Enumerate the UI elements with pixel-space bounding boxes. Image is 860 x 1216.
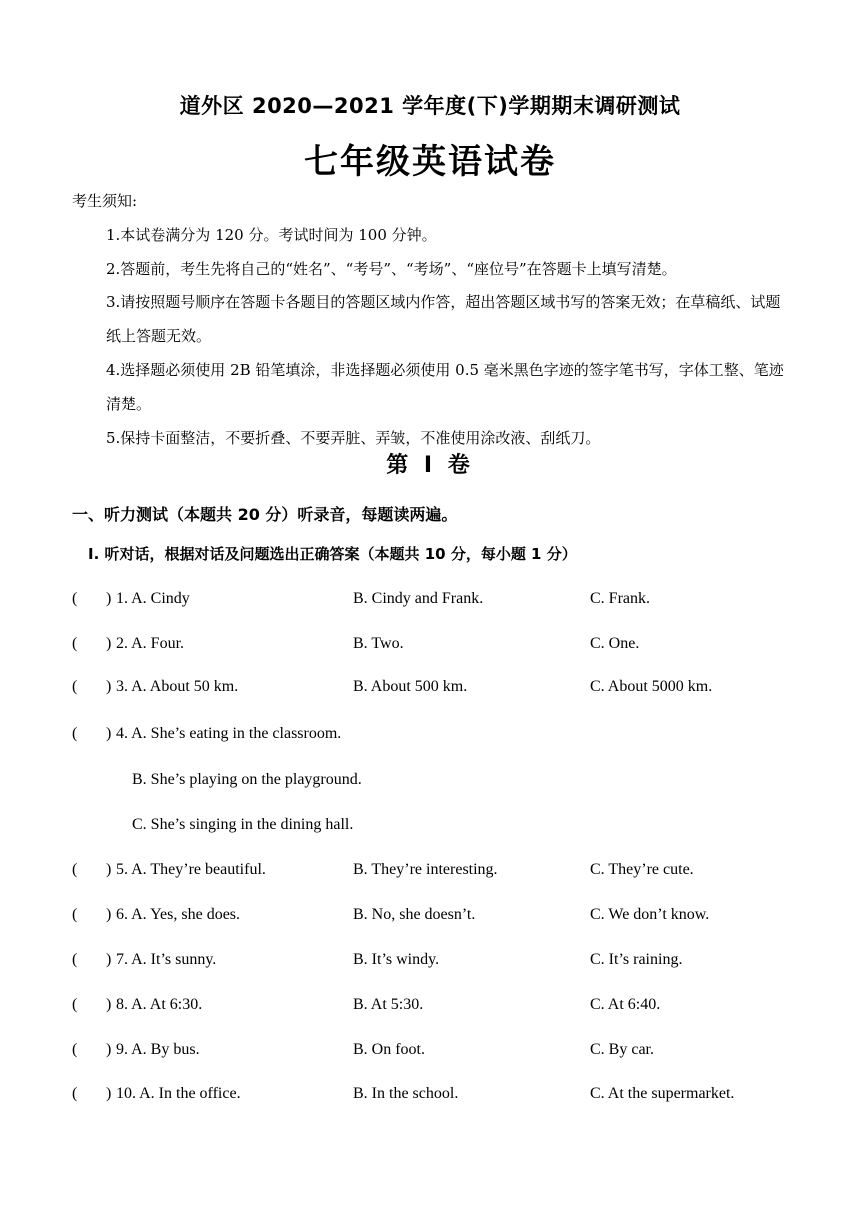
notice-item-4: 4.选择题必须使用 2B 铅笔填涂，非选择题必须使用 0.5 毫米黑色字迹的签字笔书写，字体工整、笔迹清楚。 — [106, 361, 784, 413]
question-1 — [72, 590, 792, 614]
question-8 — [72, 996, 792, 1020]
option-c: C. About 5000 km. — [590, 678, 713, 695]
option-c: C. It’s raining. — [590, 951, 683, 968]
notice-heading: 考生须知: — [72, 192, 138, 210]
option-b: B. They’re interesting. — [353, 861, 498, 878]
question-6 — [72, 906, 792, 930]
option-a: 6. A. Yes, she does. — [116, 906, 241, 923]
option-b: B. At 5:30. — [353, 996, 424, 1013]
option-a: 2. A. Four. — [116, 635, 185, 652]
option-c: C. Frank. — [590, 590, 650, 607]
option-b: B. Cindy and Frank. — [353, 590, 484, 607]
question-4-option-b: B. She’s playing on the playground. — [132, 771, 362, 788]
option-c: C. One. — [590, 635, 640, 652]
option-c: C. They’re cute. — [590, 861, 694, 878]
option-b: B. In the school. — [353, 1085, 459, 1102]
option-a: 10. A. In the office. — [116, 1085, 241, 1102]
sub-heading: I. 听对话，根据对话及问题选出正确答案（本题共 10 分，每小题 1 分） — [88, 545, 577, 563]
option-a: 3. A. About 50 km. — [116, 678, 239, 695]
option-c: C. At 6:40. — [590, 996, 661, 1013]
exam-subtitle: 道外区 2020—2021 学年度(下)学期期末调研测试 — [179, 94, 681, 118]
question-2 — [72, 635, 792, 659]
option-a: 7. A. It’s sunny. — [116, 951, 217, 968]
notice-item-3: 3.请按照题号顺序在答题卡各题目的答题区域内作答，超出答题区域书写的答案无效；在草稿纸、试题纸上答题无效。 — [106, 293, 781, 345]
option-c: C. At the supermarket. — [590, 1085, 735, 1102]
question-4-option-c: C. She’s singing in the dining hall. — [132, 816, 354, 833]
question-9 — [72, 1041, 792, 1065]
option-a: 5. A. They’re beautiful. — [116, 861, 266, 878]
option-a: 1. A. Cindy — [116, 590, 190, 607]
option-b: B. No, she doesn’t. — [353, 906, 476, 923]
option-a: 8. A. At 6:30. — [116, 996, 203, 1013]
question-5 — [72, 861, 792, 885]
option-c: C. We don’t know. — [590, 906, 710, 923]
question-3 — [72, 678, 792, 702]
question-4 — [72, 725, 792, 749]
option-b: B. It’s windy. — [353, 951, 440, 968]
notice-item-2: 2.答题前，考生先将自己的“姓名”、“考号”、“考场”、“座位号”在答题卡上填写清楚。 — [106, 260, 677, 278]
part-heading: 一、听力测试（本题共 20 分）听录音，每题读两遍。 — [72, 505, 458, 524]
exam-title: 七年级英语试卷 — [304, 142, 556, 182]
option-c: C. By car. — [590, 1041, 654, 1058]
notice-item-1: 1.本试卷满分为 120 分。考试时间为 100 分钟。 — [106, 226, 437, 244]
question-7 — [72, 951, 792, 975]
option-b: B. Two. — [353, 635, 404, 652]
option-a: 4. A. She’s eating in the classroom. — [116, 725, 342, 742]
option-b: B. About 500 km. — [353, 678, 468, 695]
option-b: B. On foot. — [353, 1041, 425, 1058]
section-title: 第 I 卷 — [386, 453, 474, 478]
notice-item-5: 5.保持卡面整洁，不要折叠、不要弄脏、弄皱，不准使用涂改液、刮纸刀。 — [106, 429, 601, 447]
option-a: 9. A. By bus. — [116, 1041, 200, 1058]
question-10 — [72, 1085, 792, 1109]
